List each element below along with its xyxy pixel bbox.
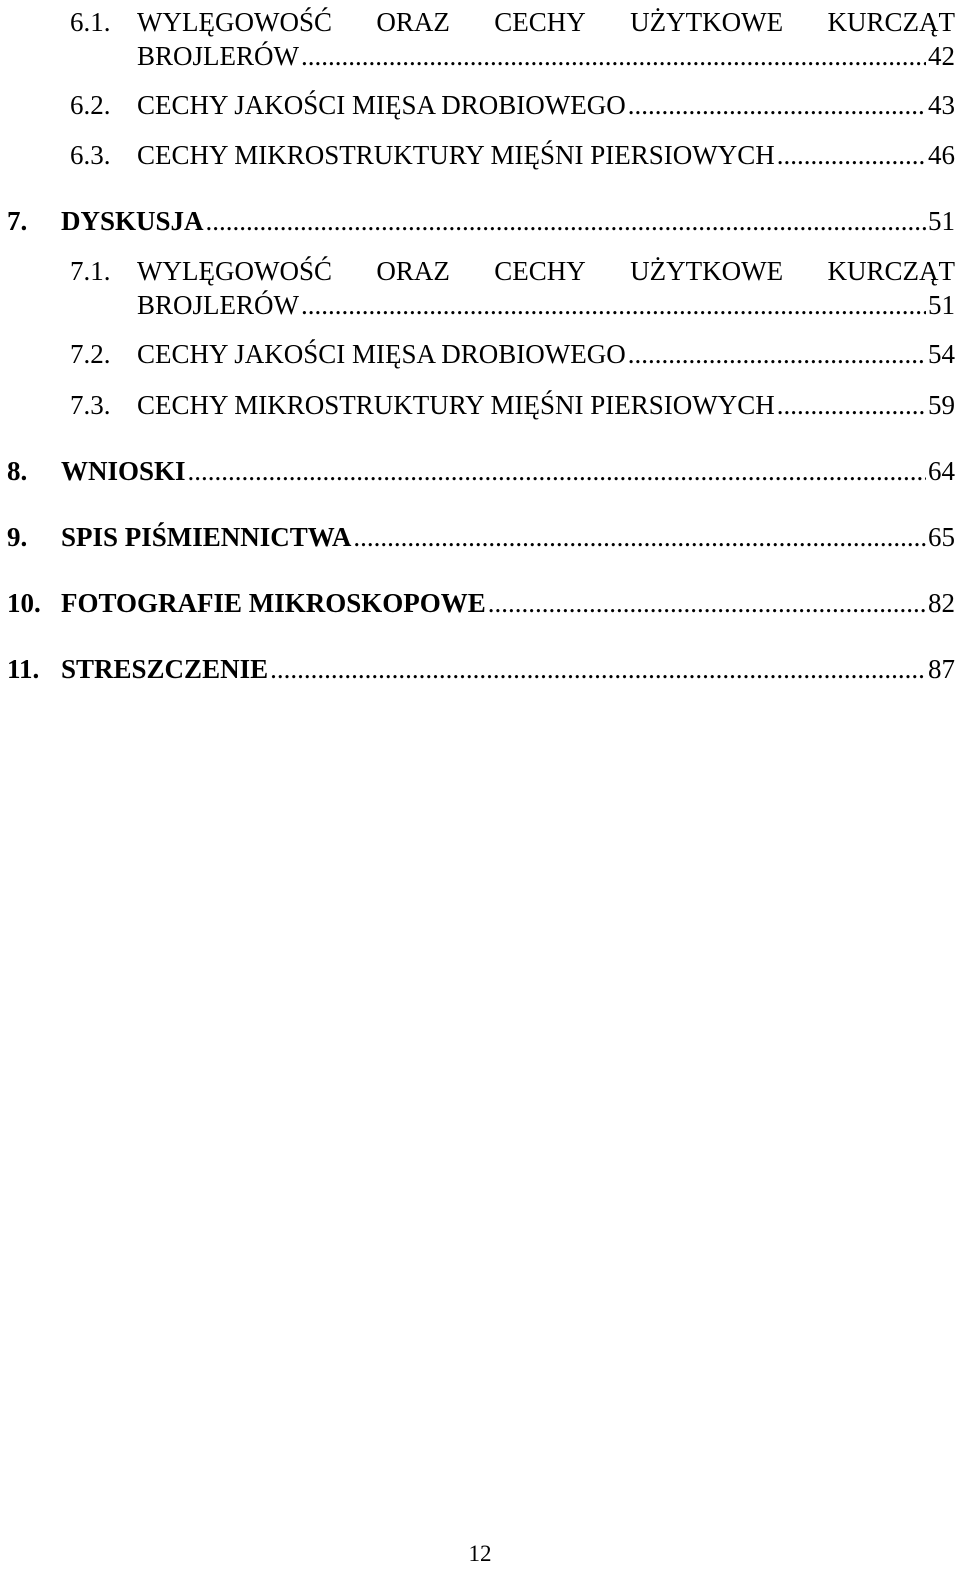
toc-leader: [206, 205, 926, 237]
toc-number: 6.3.: [70, 140, 111, 170]
toc-leader: [301, 289, 926, 321]
toc-title: DYSKUSJA: [61, 206, 204, 236]
toc-leader: [301, 40, 926, 72]
toc-entry-7-3[interactable]: [70, 389, 955, 421]
toc-title: WNIOSKI: [61, 456, 186, 486]
toc-page-number: 64: [928, 456, 955, 486]
toc-title: BROJLERÓW: [137, 290, 299, 320]
toc-entry-7-1-cont[interactable]: [137, 289, 955, 321]
toc-page-number: 65: [928, 522, 955, 552]
toc-entry-11[interactable]: [7, 653, 955, 685]
toc-leader: [777, 389, 926, 421]
toc-entry-6-1[interactable]: [70, 6, 955, 38]
toc-leader: [628, 89, 926, 121]
toc-word: ORAZ: [376, 7, 450, 37]
toc-word: WYLĘGOWOŚĆ: [137, 7, 332, 37]
toc-number: 7.3.: [70, 390, 111, 420]
toc-page-number: 43: [928, 90, 955, 120]
toc-entry-7[interactable]: [7, 205, 955, 237]
page-number: 12: [468, 1541, 492, 1566]
toc-leader: [628, 338, 926, 370]
toc-entry-6-3[interactable]: [70, 139, 955, 171]
toc-entry-7-2[interactable]: [70, 338, 955, 370]
toc-word: CECHY: [494, 256, 586, 286]
toc-number: 11.: [7, 654, 40, 684]
toc-entry-8[interactable]: [7, 455, 955, 487]
toc-leader: [270, 653, 926, 685]
toc-entry-6-2[interactable]: [70, 89, 955, 121]
toc-page-number: 59: [928, 390, 955, 420]
toc-title: CECHY MIKROSTRUKTURY MIĘŚNI PIERSIOWYCH: [137, 390, 775, 420]
toc-title: CECHY JAKOŚCI MIĘSA DROBIOWEGO: [137, 90, 626, 120]
toc-leader: [777, 139, 926, 171]
toc-word: UŻYTKOWE: [630, 7, 784, 37]
toc-page-number: 82: [928, 588, 955, 618]
toc-word: ORAZ: [376, 256, 450, 286]
toc-entry-7-1[interactable]: [70, 255, 955, 287]
toc-number: 7.2.: [70, 339, 111, 369]
toc-title: STRESZCZENIE: [61, 654, 269, 684]
toc-title: FOTOGRAFIE MIKROSKOPOWE: [61, 588, 486, 618]
toc-leader: [488, 587, 926, 619]
toc-title-line: [137, 6, 955, 38]
toc-page-number: 87: [928, 654, 955, 684]
toc-entry-10[interactable]: [7, 587, 955, 619]
toc-leader: [188, 455, 926, 487]
toc-number: 7.1.: [70, 256, 111, 286]
toc-number: 6.2.: [70, 90, 111, 120]
toc-title: BROJLERÓW: [137, 41, 299, 71]
toc-word: KURCZĄT: [827, 7, 955, 37]
toc-entry-6-1-cont[interactable]: [137, 40, 955, 72]
toc-number: 8.: [7, 456, 28, 486]
toc-page-number: 54: [928, 339, 955, 369]
toc-number: 6.1.: [70, 7, 111, 37]
toc-page-number: 42: [928, 41, 955, 71]
toc-word: WYLĘGOWOŚĆ: [137, 256, 332, 286]
toc-page-number: 51: [928, 206, 955, 236]
toc-page-number: 46: [928, 140, 955, 170]
toc-leader: [353, 521, 926, 553]
toc-title: SPIS PIŚMIENNICTWA: [61, 522, 352, 552]
toc-number: 7.: [7, 206, 28, 236]
toc-word: UŻYTKOWE: [630, 256, 784, 286]
toc-page-number: 51: [928, 290, 955, 320]
toc-number: 9.: [7, 522, 28, 552]
toc-title: CECHY JAKOŚCI MIĘSA DROBIOWEGO: [137, 339, 626, 369]
toc-title: CECHY MIKROSTRUKTURY MIĘŚNI PIERSIOWYCH: [137, 140, 775, 170]
toc-word: KURCZĄT: [827, 256, 955, 286]
toc-number: 10.: [7, 588, 41, 618]
toc-word: CECHY: [494, 7, 586, 37]
toc-title-line: [137, 255, 955, 287]
toc-entry-9[interactable]: [7, 521, 955, 553]
